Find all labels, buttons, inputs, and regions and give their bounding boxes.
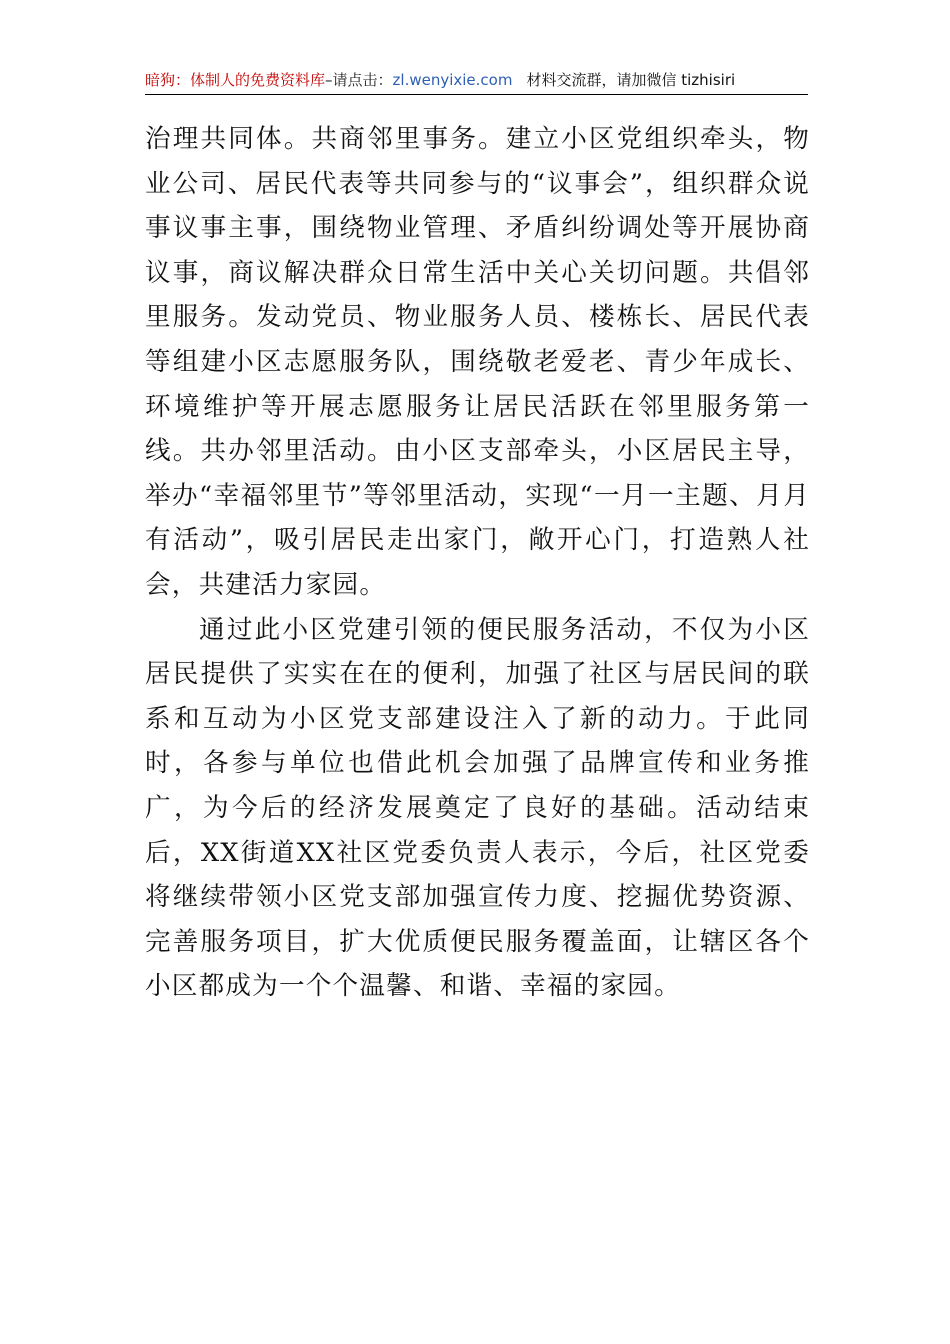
paragraph-conclusion: 通过此小区党建引领的便民服务活动，不仅为小区居民提供了实实在在的便利，加强了社区与居民间的联系和互动为小区党支部建设注入了新的动力。于此同时，各参与单位也借此机会加强了品牌宣传和业务推广，为今后的经济发展奠定了良好的基础。活动结束后，XX街道XX社区党委负责人表示，今后，社区党委将继续带领小区党支部加强宣传力度、挖掘优势资源、完善服务项目，扩大优质便民服务覆盖面，让辖区各个小区都成为一个个温馨、和谐、幸福的家园。	[145, 614, 810, 1002]
header-wechat-note: 材料交流群，请加微信 tizhisiri	[526, 71, 736, 89]
document-body	[145, 117, 810, 1009]
header-brand: 暗狗：体制人的免费资料库	[145, 71, 326, 89]
header-prompt: –请点击：	[325, 71, 393, 89]
paragraph-continued: 治理共同体。共商邻里事务。建立小区党组织牵头，物业公司、居民代表等共同参与的“议事会”，组织群众说事议事主事，围绕物业管理、矛盾纠纷调处等开展协商议事，商议解决群众日常生活中关心关切问题。共倡邻里服务。发动党员、物业服务人员、楼栋长、居民代表等组建小区志愿服务队，围绕敬老爱老、青少年成长、环境维护等开展志愿服务让居民活跃在邻里服务第一线。共办邻里活动。由小区支部牵头，小区居民主导，举办“幸福邻里节”等邻里活动，实现“一月一主题、月月有活动”，吸引居民走出家门，敞开心门，打造熟人社会，共建活力家园。	[145, 124, 810, 600]
header-link[interactable]: zl.wenyixie.com	[392, 71, 513, 89]
page-header	[145, 66, 808, 95]
